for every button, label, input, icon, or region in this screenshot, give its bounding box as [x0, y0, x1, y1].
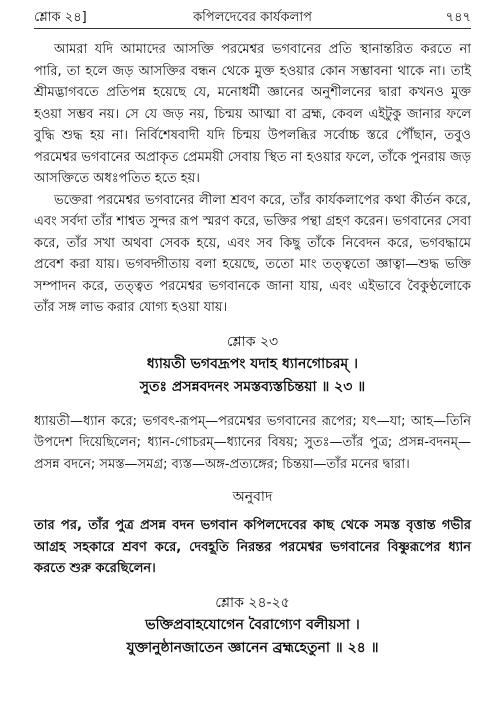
page-header [34, 0, 471, 26]
verse-23 [34, 331, 471, 399]
verse-line: ধ্যায়তী ভগবদ্রূপং যদাহ ধ্যানগোচরম্ । [146, 355, 359, 372]
word-meanings: ধ্যায়তী—ধ্যান করে; ভগবৎ-রূপম্—পরমেশ্বর ভগবানের রূপের; যৎ—যা; আহ—তিনি উপদেশ দিয়েছিলেন; ধ্যান-গোচরম্—ধ্যানের বিষয়; সুতঃ—তাঁর পুত্র; প্রসন্ন-বদনম্—প্রসন্ন বদনে; সমস্ত—সমগ্র; ব্যস্ত—অঙ্গ-প্রত্যঙ্গের; চিন্তয়া—তাঁর মনের দ্বারা। [34, 413, 471, 472]
verse-line: সুতঃ প্রসন্নবদনং সমস্তব্যস্তচিন্তয়া ॥ ২৩ ॥ [139, 378, 366, 395]
verse-line: ভক্তিপ্রবাহযোগেন বৈরাগ্যেণ বলীয়সা । [145, 616, 360, 633]
translation-text: তার পর, তাঁর পুত্র প্রসন্ন বদন ভগবান কপিলদেবের কাছ থেকে সমস্ত বৃত্তান্ত গভীর আগ্রহ সহকারে শ্রবণ করে, দেবহূতি নিরন্তর পরমেশ্বর ভগবানের বিষ্ণুরূপের ধ্যান করতে শুরু করেছিলেন। [34, 518, 471, 576]
page-number: ৭৪৭ [445, 10, 471, 25]
verse-reference: শ্লোক ২৪] [34, 10, 87, 25]
purport-paragraph-1: আমরা যদি আমাদের আসক্তি পরমেশ্বর ভগবানের প্রতি স্থানান্তরিত করতে না পারি, তা হলে জড় আসক্তির বন্ধন থেকে মুক্ত হওয়ার কোন সম্ভাবনা থাকে না। তাই শ্রীমদ্ভাগবতে প্রতিপন্ন হয়েছে যে, মনোধর্মী জ্ঞানের অনুশীলনের দ্বারা কখনও মুক্ত হওয়া সম্ভব নয়। সে যে জড় নয়, চিন্ময় আত্মা বা ব্রহ্ম, কেবল এইটুকু জানার ফলে বুদ্ধি শুদ্ধ হয় না। নির্বিশেষবাদী যদি চিন্ময় উপলব্ধির সর্বোচ্চ স্তরে পৌঁছান, তবুও পরমেশ্বর ভগবানের অপ্রাকৃত প্রেমময়ী সেবায় স্থিত না হওয়ার ফলে, তাঁকে পুনরায় জড় আসক্তিতে অধঃপতিত হতে হয়। [34, 42, 471, 186]
verse-heading: শ্লোক ২৩ [226, 333, 279, 350]
verse-heading: শ্লোক ২৪-২৫ [215, 594, 290, 611]
chapter-title: কপিলদেবের কার্যকলাপ [193, 10, 312, 25]
purport-paragraph-2: ভক্তেরা পরমেশ্বর ভগবানের লীলা শ্রবণ করে, তাঁর কার্যকলাপের কথা কীর্তন করে, এবং সর্বদা তাঁর শাশ্বত সুন্দর রূপ স্মরণ করে, ভক্তির পন্থা গ্রহণ করেন। ভগবানের সেবা করে, তাঁর সখা অথবা সেবক হয়ে, এবং সব কিছু তাঁকে নিবেদন করে, ভগবদ্ধামে প্রবেশ করা যায়। ভগবদ্গীতায় বলা হয়েছে, ততো মাং তত্ত্বতো জ্ঞাত্বা—শুদ্ধ ভক্তি সম্পাদন করে, তত্ত্বত পরমেশ্বর ভগবানকে জানা যায়, এবং এইভাবে বৈকুণ্ঠলোকে তাঁর সঙ্গ লাভ করার যোগ্য হওয়া যায়। [34, 192, 471, 315]
verse-line: যুক্তানুষ্ঠানজাতেন জ্ঞানেন ব্রহ্মহেতুনা ॥ ২৪ ॥ [126, 639, 379, 656]
verse-24-25 [34, 592, 471, 660]
translation-heading: অনুবাদ [232, 489, 273, 505]
